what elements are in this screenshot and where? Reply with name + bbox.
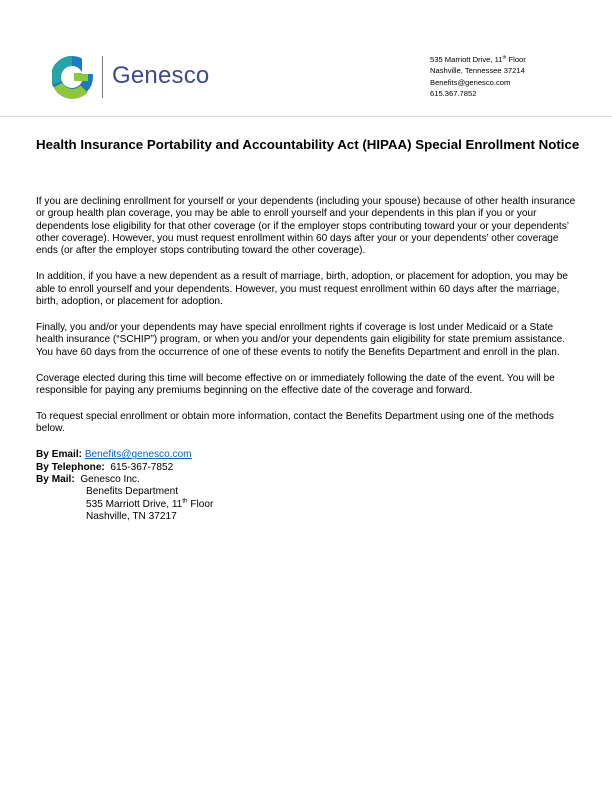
brand-name: Genesco bbox=[112, 62, 210, 89]
mail-company: Genesco Inc. bbox=[80, 474, 140, 486]
address-street: 535 Marriott Drive, 11th Floor bbox=[430, 54, 526, 64]
contact-phone-row bbox=[36, 462, 581, 474]
mail-label: By Mail: bbox=[36, 474, 75, 486]
address-email: Benefits@genesco.com bbox=[430, 77, 511, 87]
email-link[interactable]: Benefits@genesco.com bbox=[84, 449, 192, 461]
paragraph-medicaid: Finally, you and/or your dependents may have special enrollment rights if coverage is lost under Medicaid or a State health insurance (“SCHIP”) program, or when you and/or your dependents gain eligibility for state premium assistance. You have 60 days from the occurrence of one of these events to notify the Benefits Department and enroll in the plan. bbox=[36, 321, 566, 358]
mail-city: Nashville, TN 37217 bbox=[86, 510, 177, 522]
mail-address bbox=[36, 486, 581, 523]
paragraph-request: To request special enrollment or obtain more information, contact the Benefits Department using one of the methods below. bbox=[36, 411, 554, 435]
genesco-g-icon bbox=[52, 52, 96, 102]
notice-body bbox=[36, 196, 581, 523]
header-divider bbox=[0, 116, 612, 117]
genesco-logo bbox=[52, 52, 232, 102]
contact-methods bbox=[36, 449, 581, 523]
mail-street: 535 Marriott Drive, 11th Floor bbox=[86, 497, 214, 510]
contact-email-row bbox=[36, 449, 581, 461]
email-label: By Email: bbox=[36, 449, 82, 461]
paragraph-declining: If you are declining enrollment for yourself or your dependents (including your spouse) because of other health insurance or group health plan coverage, you may be able to enroll yourself and your dependents in this plan if you or your dependents lose eligibility for that other coverage (or if the employer stops contributing toward your or your dependents’ other coverage). However, you must request enrollment within 60 days after your or your dependents’ other coverage ends (or after the employer stops contributing toward the other coverage). bbox=[36, 196, 576, 257]
contact-mail-row bbox=[36, 474, 581, 486]
header-address bbox=[430, 54, 526, 100]
address-city: Nashville, Tennessee 37214 bbox=[430, 66, 525, 76]
phone-label: By Telephone: bbox=[36, 461, 105, 473]
page-title: Health Insurance Portability and Accountability Act (HIPAA) Special Enrollment Notice bbox=[36, 137, 580, 152]
paragraph-new-dependent: In addition, if you have a new dependent as a result of marriage, birth, adoption, or placement for adoption, you may be able to enroll yourself and your dependents. However, you must request enrollment within 60 days after the marriage, birth, adoption, or placement for adoption. bbox=[36, 271, 568, 307]
phone-value: 615-367-7852 bbox=[110, 461, 174, 473]
logo-divider bbox=[102, 56, 103, 98]
mail-department: Benefits Department bbox=[86, 486, 179, 498]
paragraph-coverage-effective: Coverage elected during this time will become effective on or immediately following the date of the event. You will be responsible for paying any premiums beginning on the effective date of the coverage and forward. bbox=[36, 372, 555, 396]
address-phone: 615.367.7852 bbox=[430, 89, 477, 99]
